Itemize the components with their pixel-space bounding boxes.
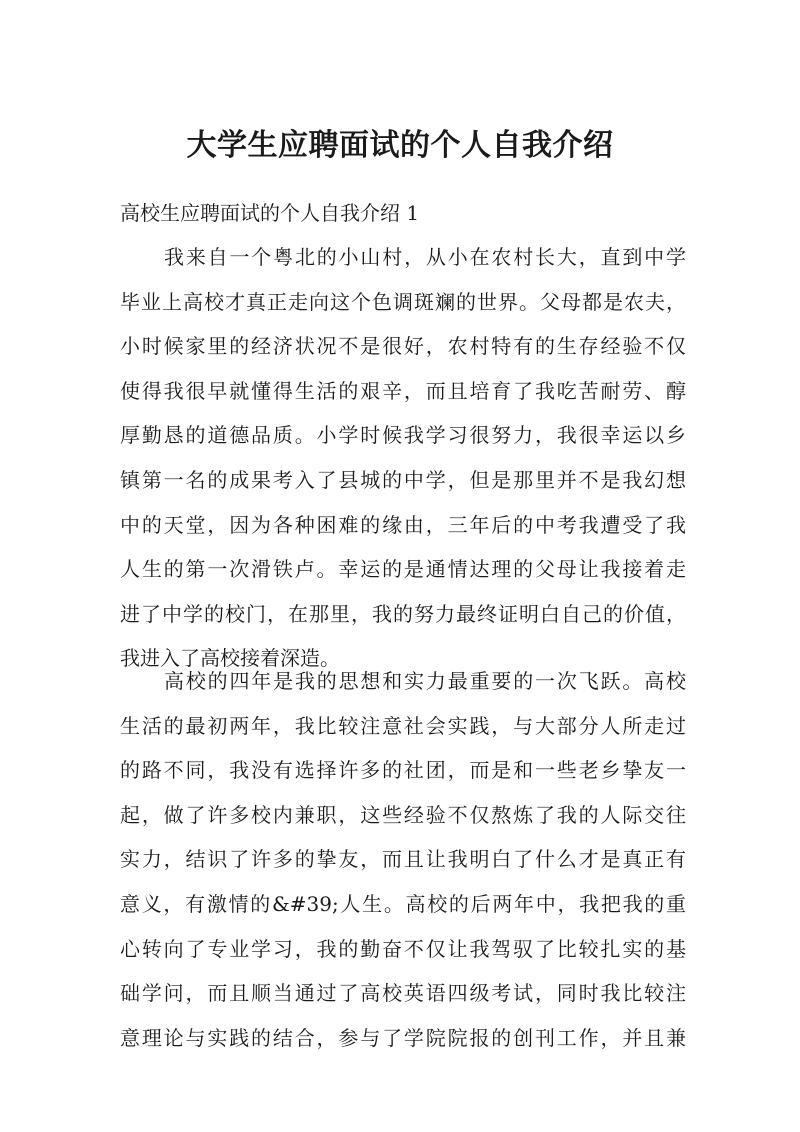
paragraph-line: 础学问，而且顺当通过了高校英语四级考试，同时我比较注 <box>120 981 686 1006</box>
paragraph-line: 厚勤恳的道德品质。小学时候我学习很努力，我很幸运以乡 <box>120 423 686 448</box>
paragraph-line: 我进入了高校接着深造。 <box>120 646 340 671</box>
paragraph-line: 心转向了专业学习，我的勤奋不仅让我驾驭了比较扎实的基 <box>120 936 686 961</box>
paragraph-line: 我来自一个粤北的小山村，从小在农村长大，直到中学 <box>164 245 686 269</box>
paragraph-line: 的路不同，我没有选择许多的社团，而是和一些老乡挚友一 <box>120 758 686 783</box>
document-title: 大学生应聘面试的个人自我介绍 <box>186 128 614 163</box>
paragraph-line: 镇第一名的成果考入了县城的中学，但是那里并不是我幻想 <box>120 467 686 492</box>
paragraph-line: 中的天堂，因为各种困难的缘由，三年后的中考我遭受了我 <box>120 512 686 537</box>
paragraph-line: 进了中学的校门，在那里，我的努力最终证明白自己的价值， <box>120 601 686 626</box>
paragraph-2 <box>120 659 686 1060</box>
paragraph-line: 高校的四年是我的思想和实力最重要的一次飞跃。高校 <box>164 669 686 693</box>
paragraph-line: 人生的第一次滑铁卢。幸运的是通情达理的父母让我接着走 <box>120 557 686 582</box>
paragraph-line: 意义，有激情的&#39;人生。高校的后两年中，我把我的重 <box>120 891 686 916</box>
paragraph-line: 使得我很早就懂得生活的艰辛，而且培育了我吃苦耐劳、醇 <box>120 378 686 403</box>
paragraph-line: 毕业上高校才真正走向这个色调斑斓的世界。父母都是农夫， <box>120 289 686 314</box>
section-heading: 高校生应聘面试的个人自我介绍 1 <box>120 201 420 225</box>
paragraph-line: 实力，结识了许多的挚友，而且让我明白了什么才是真正有 <box>120 847 686 872</box>
paragraph-1 <box>120 235 686 681</box>
paragraph-line: 意理论与实践的结合，参与了学院院报的创刊工作，并且兼 <box>120 1025 686 1050</box>
paragraph-line: 生活的最初两年，我比较注意社会实践，与大部分人所走过 <box>120 713 686 738</box>
paragraph-line: 小时候家里的经济状况不是很好，农村特有的生存经验不仅 <box>120 334 686 359</box>
paragraph-line: 起，做了许多校内兼职，这些经验不仅熬炼了我的人际交往 <box>120 802 686 827</box>
